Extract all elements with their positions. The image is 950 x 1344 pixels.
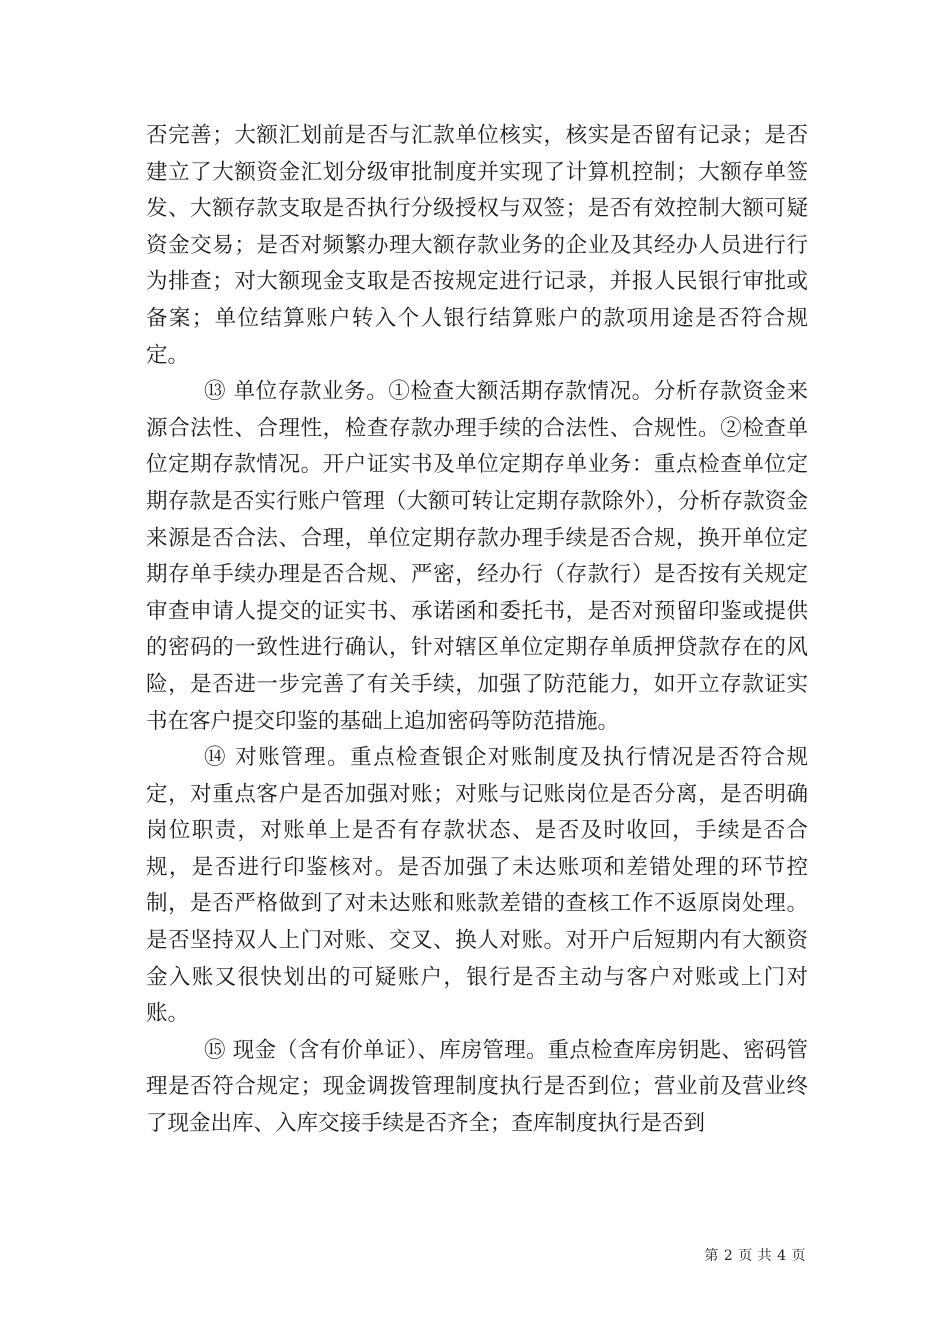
- paragraph-15-cash-vault: ⑮ 现金（含有价单证）、库房管理。重点检查库房钥匙、密码管理是否符合规定；现金调拨管理制度执行是否到位；营业前及营业终了现金出库、入库交接手续是否齐全；查库制度执行是否到: [146, 1037, 808, 1137]
- paragraph-13-unit-deposit: ⑬ 单位存款业务。①检查大额活期存款情况。分析存款资金来源合法性、合理性，检查存款办理手续的合法性、合规性。②检查单位定期存款情况。开户证实书及单位定期存单业务：重点检查单位定期存款是否实行账户管理（大额可转让定期存款除外），分析存款资金来源是否合法、合理，单位定期存款办理手续是否合规，换开单位定期存单手续办理是否合规、严密，经办行（存款行）是否按有关规定审查申请人提交的证实书、承诺函和委托书，是否对预留印鉴或提供的密码的一致性进行确认，针对辖区单位定期存单质押贷款存在的风险，是否进一步完善了有关手续，加强了防范能力，如开立存款证实书在客户提交印鉴的基础上追加密码等防范措施。: [146, 379, 808, 734]
- document-body: [146, 118, 808, 1143]
- paragraph-14-reconciliation: ⑭ 对账管理。重点检查银企对账制度及执行情况是否符合规定，对重点客户是否加强对账；对账与记账岗位是否分离，是否明确岗位职责，对账单上是否有存款状态、是否及时收回，手续是否合规，是否进行印鉴核对。是否加强了未达账项和差错处理的环节控制，是否严格做到了对未达账和账款差错的查核工作不返原岗处理。是否坚持双人上门对账、交叉、换人对账。对开户后短期内有大额资金入账又很快划出的可疑账户，银行是否主动与客户对账或上门对账。: [146, 745, 808, 1027]
- paragraph-continuation: 否完善；大额汇划前是否与汇款单位核实，核实是否留有记录；是否建立了大额资金汇划分级审批制度并实现了计算机控制；大额存单签发、大额存款支取是否执行分级授权与双签；是否有效控制大额可疑资金交易；是否对频繁办理大额存款业务的企业及其经办人员进行行为排查；对大额现金支取是否按规定进行记录，并报人民银行审批或备案；单位结算账户转入个人银行结算账户的款项用途是否符合规定。: [146, 123, 808, 368]
- page-number-footer: 第 2 页 共 4 页: [704, 1248, 806, 1264]
